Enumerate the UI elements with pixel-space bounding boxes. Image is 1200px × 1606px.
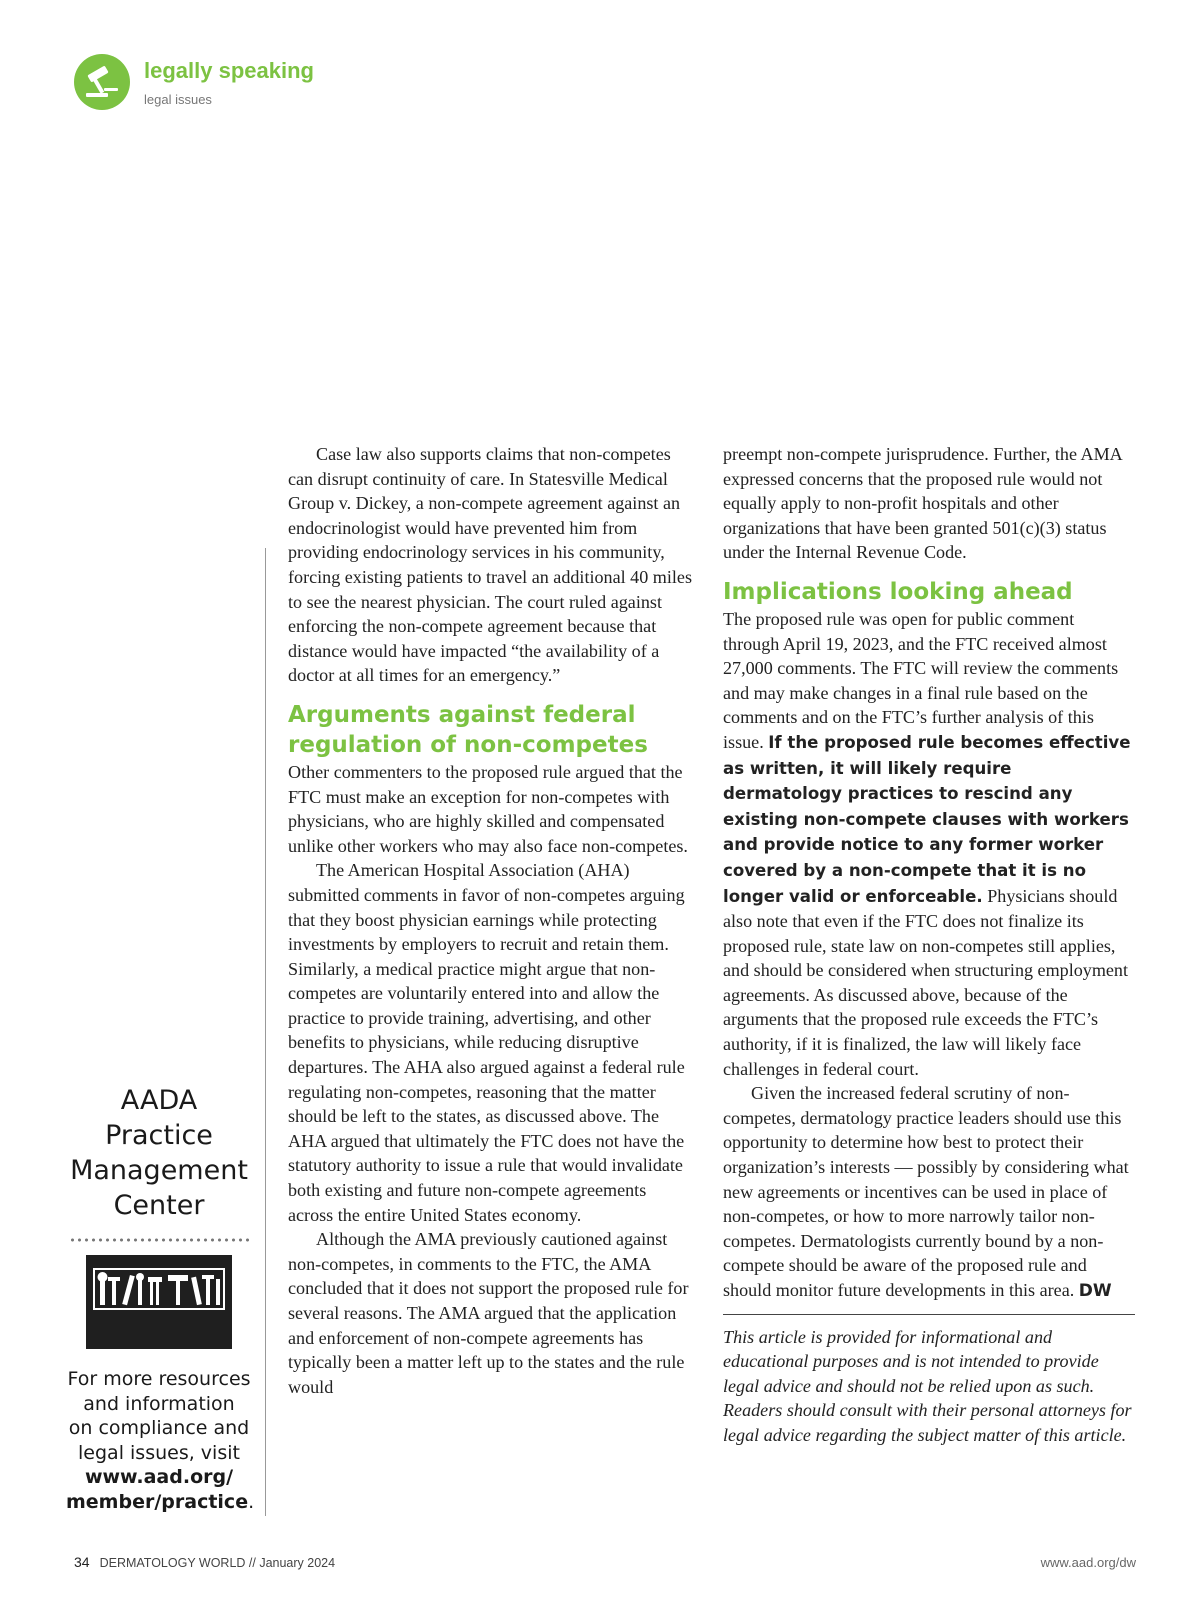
- practice-link[interactable]: member/practice: [66, 1490, 249, 1513]
- page-number: 34: [74, 1554, 90, 1570]
- toolbox-icon: [86, 1255, 232, 1349]
- sidebar-title-line: Center: [113, 1190, 205, 1221]
- sidebar-text-line: For more resources: [67, 1368, 251, 1390]
- body-paragraph: [723, 1081, 1135, 1303]
- sidebar-text-line: legal issues, visit: [78, 1441, 240, 1464]
- sidebar-title-line: Management: [70, 1155, 248, 1186]
- practice-link[interactable]: www.aad.org/: [84, 1466, 234, 1488]
- sidebar-title-line: Practice: [105, 1120, 213, 1151]
- footer-left: [74, 1554, 335, 1570]
- link-period: .: [248, 1490, 255, 1513]
- sidebar-title: [66, 1083, 252, 1223]
- sidebar-title-line: AADA: [120, 1085, 198, 1116]
- body-paragraph: Case law also supports claims that non-competes can disrupt continuity of care. In Statesville Medical Group v. Dickey, a non-compete agreement against an endocrinologist would have prevented him from providing endocrinology services in his community, forcing existing patients to travel an additional 40 miles to see the nearest physician. The court ruled against enforcing the non-compete agreement because that distance would have impacted “the availability of a doctor at all times for an emergency.”: [288, 444, 692, 686]
- sidebar-callout: [66, 1083, 255, 1514]
- body-text: The proposed rule was open for public comment through April 19, 2023, and the FTC received almost 27,000 comments. The FTC will review the comments and may make changes in a final rule based on the comments and on the FTC’s further analysis of this issue.: [723, 608, 1119, 752]
- section-heading: Arguments against federal regulation of non-competes: [288, 701, 648, 758]
- highlighted-text: If the proposed rule becomes effective as written, it will likely require dermatology practices to rescind any existing non-compete clauses with workers and provide notice to any former worker covered by a non-compete that it is no longer valid or enforceable.: [723, 732, 1131, 906]
- body-text: Given the increased federal scrutiny of non-competes, dermatology practice leaders should use this opportunity to determine how best to protect their organization’s interests — possibly by considering what new agreements or incentives can be used in place of non-competes, or how to more narrowly tailor non-competes. Dermatologists currently bound by a non-compete should be aware of the proposed rule and should monitor future developments in this area.: [723, 1083, 1129, 1300]
- section-title: legally speaking: [144, 58, 314, 83]
- disclaimer: This article is provided for informational and educational purposes and is not intended to provide legal advice and should not be relied upon as such. Readers should consult with their personal attorneys for legal advice regarding the subject matter of this article.: [723, 1326, 1132, 1445]
- publication-info: DERMATOLOGY WORLD // January 2024: [99, 1556, 336, 1570]
- end-mark: DW: [1078, 1281, 1112, 1301]
- body-paragraph: preempt non-compete jurisprudence. Further, the AMA expressed concerns that the proposed rule would not equally apply to non-profit hospitals and other organizations that have been granted 501(c)(3) status under the Internal Revenue Code.: [723, 444, 1122, 563]
- sidebar-text-line: and information: [83, 1392, 235, 1415]
- body-text: Physicians should also note that even if the FTC does not finalize its proposed rule, state law on non-competes still applies, and should be considered when structuring employment agreements. As discussed above, because of the arguments that the proposed rule exceeds the FTC’s authority, if it is finalized, the law will likely face challenges in federal court.: [723, 885, 1129, 1079]
- body-paragraph: Other commenters to the proposed rule argued that the FTC must make an exception for non-competes with physicians, who are highly skilled and compensated unlike other workers who may also face non-competes.: [288, 761, 688, 856]
- right-column: [723, 442, 1135, 1448]
- disclaimer-divider: [723, 1314, 1135, 1315]
- sidebar-text: [66, 1367, 255, 1514]
- sidebar-text-line: on compliance and: [68, 1417, 250, 1439]
- left-column: [288, 442, 692, 1399]
- sidebar-divider: [265, 548, 266, 1516]
- section-subtitle: legal issues: [144, 92, 212, 107]
- dotted-divider: [69, 1237, 249, 1243]
- footer-url[interactable]: www.aad.org/dw: [1040, 1555, 1136, 1570]
- body-paragraph: The American Hospital Association (AHA) submitted comments in favor of non-competes arguing that they boost physician earnings while protecting investments by employers to recruit and retain them. Similarly, a medical practice might argue that non-competes are voluntarily entered into and allow the practice to provide training, advertising, and other benefits to physicians, while reducing disruptive departures. The AHA also argued against a federal rule regulating non-competes, reasoning that the matter should be left to the states, as discussed above. The AHA argued that ultimately the FTC does not have the statutory authority to issue a rule that would invalidate both existing and future non-compete agreements across the entire United States economy.: [288, 860, 685, 1225]
- section-heading: Implications looking ahead: [723, 578, 1073, 605]
- body-paragraph: [723, 607, 1135, 1081]
- body-paragraph: Although the AMA previously cautioned against non-competes, in comments to the FTC, the AMA concluded that it does not support the proposed rule for several reasons. The AMA argued that the application and enforcement of non-compete agreements has typically been a matter left up to the states and the rule would: [288, 1229, 689, 1397]
- gavel-icon: [74, 54, 130, 110]
